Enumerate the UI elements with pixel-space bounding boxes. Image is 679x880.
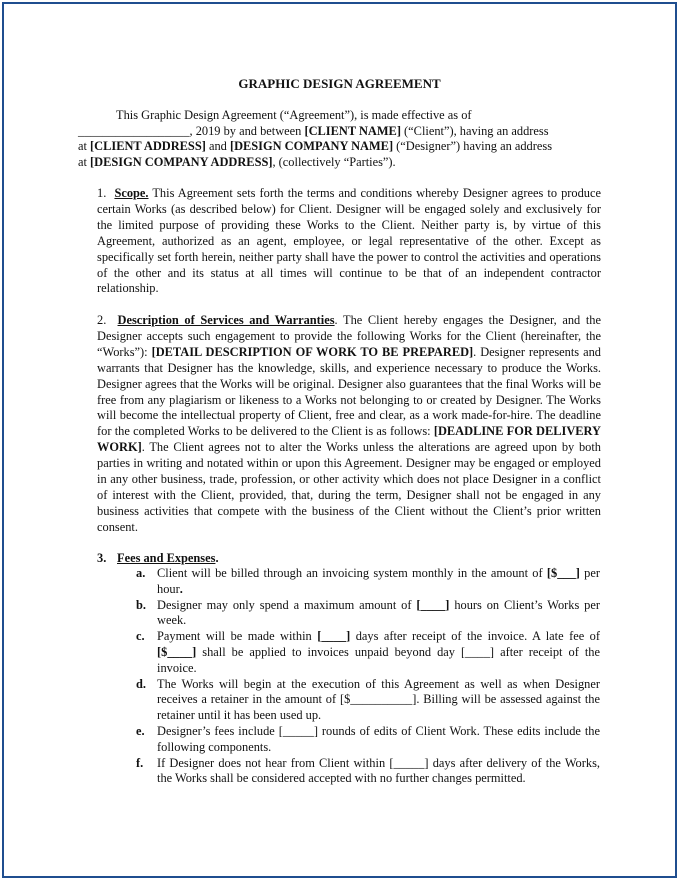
intro-date-text: __________________, 2019 by and between bbox=[78, 123, 305, 138]
deadline-placeholder: [DEADLINE FOR DELIVERY WORK] bbox=[97, 424, 601, 455]
list-item bbox=[136, 566, 600, 598]
section-heading: Fees and Expenses bbox=[117, 551, 216, 565]
intro-parties-text: , (collectively “Parties”). bbox=[272, 155, 396, 170]
design-company-address-placeholder: [DESIGN COMPANY ADDRESS] bbox=[90, 155, 273, 170]
work-description-placeholder: [DETAIL DESCRIPTION OF WORK TO BE PREPARED] bbox=[151, 344, 474, 359]
list-bold: [____] bbox=[416, 597, 450, 612]
list-text: If Designer does not hear from Client within [_____] days after delivery of the Works, the Works shall be considered accepted with no further changes permitted. bbox=[157, 755, 600, 786]
list-item bbox=[136, 724, 600, 756]
list-bold: [$___] bbox=[546, 566, 580, 580]
list-text: Designer’s fees include [_____] rounds of edits of Client Work. These edits include the following components. bbox=[157, 723, 600, 754]
fees-list bbox=[136, 566, 600, 787]
intro-line-4 bbox=[78, 155, 602, 171]
intro-and-text: and bbox=[205, 139, 230, 154]
list-text: Payment will be made within bbox=[157, 629, 318, 644]
list-letter: a. bbox=[136, 566, 146, 580]
intro-client-text: (“Client”), having an address bbox=[400, 123, 549, 138]
section-number: 2. bbox=[97, 313, 107, 327]
intro-at-text: at bbox=[78, 139, 91, 154]
section-body-b: . Designer represents and warrants that Designer has the knowledge, skills, and experience necessary to produce the Works. Designer agrees that the Works will be original. Designer also guarantees that the final Works will be free from any plagiarism or likeness to a Works not belonging to or created by Designer. The Works will become the intellectual property of Client, free and clear, as a work made-for-hire. The deadline for the completed Works to be delivered to the Client is as follows: bbox=[97, 344, 601, 439]
section-number: 1. bbox=[97, 186, 107, 200]
section-heading: Description of Services and Warranties bbox=[117, 313, 335, 327]
list-bold-2: [$____] bbox=[157, 644, 197, 659]
list-item bbox=[136, 598, 600, 630]
list-text-2: days after receipt of the invoice. A late fee of bbox=[350, 629, 600, 644]
list-text: Designer may only spend a maximum amount of bbox=[157, 597, 417, 612]
intro-designer-text: (“Designer”) having an address bbox=[393, 139, 553, 154]
document-title: GRAPHIC DESIGN AGREEMENT bbox=[238, 76, 441, 91]
client-address-placeholder: [CLIENT ADDRESS] bbox=[90, 139, 206, 154]
list-letter: c. bbox=[136, 629, 145, 644]
section-services bbox=[78, 313, 601, 536]
list-text-2: per hour bbox=[157, 566, 601, 596]
list-bold: [____] bbox=[317, 629, 351, 644]
section-number: 3. bbox=[97, 551, 107, 565]
section-body-c: . The Client agrees not to alter the Works unless the alterations are agreed upon by both parties in writing and notated within or upon this Agreement. Designer may be engaged or employed in any other business, trade, profession, or other activity which does not place Designer in a conflict of interest with the Client, provided, that, during the term, Designer shall not be engaged in any business activities that compete with the business of the Client without the Client’s prior written consent. bbox=[97, 440, 601, 534]
section-heading: Scope. bbox=[114, 186, 149, 200]
list-item bbox=[136, 629, 600, 676]
intro-paragraph bbox=[78, 108, 602, 171]
list-letter: f. bbox=[136, 755, 144, 770]
list-letter: e. bbox=[136, 723, 145, 738]
list-letter: d. bbox=[136, 676, 146, 691]
list-bold-2: . bbox=[179, 581, 183, 596]
intro-line-2 bbox=[78, 124, 602, 140]
design-company-name-placeholder: [DESIGN COMPANY NAME] bbox=[229, 139, 394, 154]
list-item bbox=[136, 756, 600, 788]
intro-line-1: This Graphic Design Agreement (“Agreement”), is made effective as of bbox=[116, 108, 472, 122]
list-text-2: hours on Client’s Works per week. bbox=[157, 597, 600, 628]
list-text: Client will be billed through an invoicing system monthly in the amount of bbox=[157, 566, 547, 580]
section-body: This Agreement sets forth the terms and conditions whereby Designer agrees to produce certain Works (as described below) for Client. Designer will be engaged solely and exclusively for the limited purpose of providing these Works to the Client. Neither party is, by virtue of this Agreement, authorized as an agent, employee, or legal representative of the other. Except as specifically set forth herein, neither party shall have the power to control the activities and operations of the other and its status at all times will continue to be that of an independent contractor relationship. bbox=[97, 186, 601, 296]
intro-at-text-2: at bbox=[78, 155, 91, 170]
list-text: The Works will begin at the execution of this Agreement as well as when Designer receives a retainer in the amount of [$__________]. Billing will be assessed against the retainer until it has been used up. bbox=[157, 676, 600, 723]
list-text-3: shall be applied to invoices unpaid beyond day [____] after receipt of the invoice. bbox=[157, 644, 600, 675]
heading-period: . bbox=[215, 551, 219, 565]
section-fees-heading bbox=[97, 551, 219, 566]
client-name-placeholder: [CLIENT NAME] bbox=[304, 123, 401, 138]
list-item bbox=[136, 677, 600, 724]
section-scope bbox=[78, 186, 601, 297]
intro-line-3 bbox=[78, 139, 602, 155]
list-letter: b. bbox=[136, 597, 146, 612]
section-body-a: . The Client hereby engages the Designer, and the Designer accepts such engagement to provide the following Works for the Client (hereinafter, the “Works”): bbox=[97, 313, 601, 359]
